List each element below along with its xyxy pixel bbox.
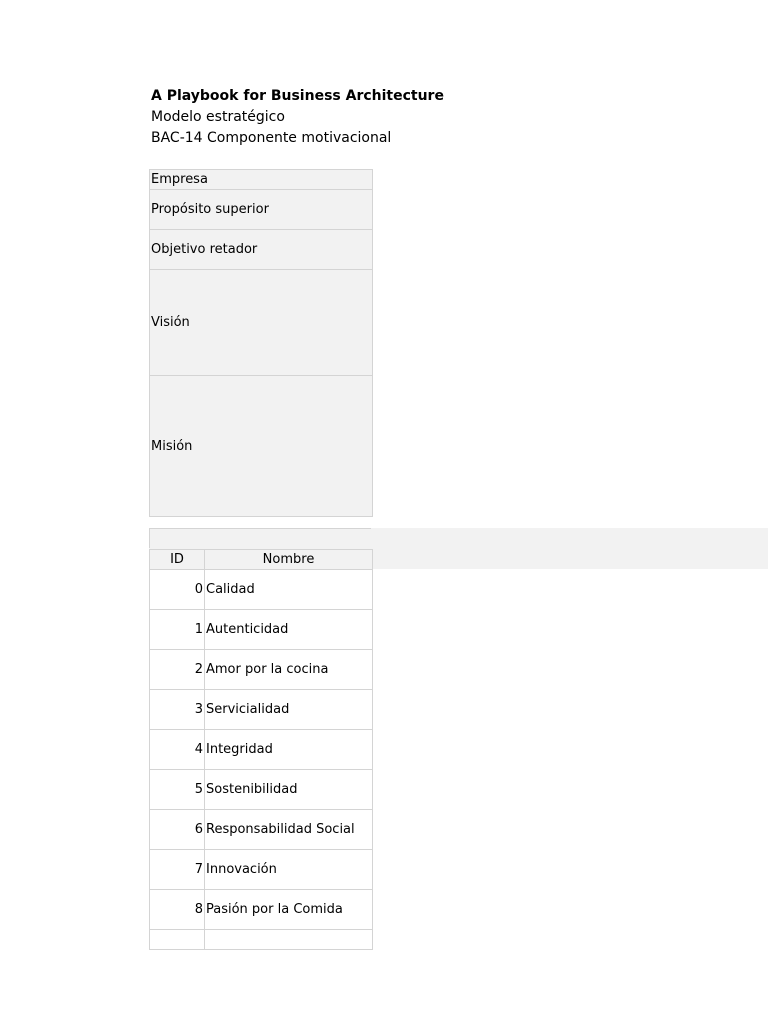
table-row[interactable]	[150, 690, 372, 730]
table-row[interactable]	[150, 770, 372, 810]
table-row[interactable]	[150, 810, 372, 850]
row-id: 6	[150, 810, 205, 849]
info-row-proposito[interactable]	[150, 190, 372, 230]
row-name: Amor por la cocina	[206, 662, 329, 677]
row-id: 7	[150, 850, 205, 889]
info-label: Empresa	[151, 172, 208, 187]
row-name: Integridad	[206, 742, 273, 757]
table-row-empty[interactable]	[150, 930, 372, 950]
row-id: 1	[150, 610, 205, 649]
row-id-empty	[150, 930, 205, 949]
table-row[interactable]	[150, 730, 372, 770]
row-id: 3	[150, 690, 205, 729]
info-row-vision[interactable]	[150, 270, 372, 376]
table-row[interactable]	[150, 570, 372, 610]
info-row-objetivo[interactable]	[150, 230, 372, 270]
table-row[interactable]	[150, 850, 372, 890]
row-name: Servicialidad	[206, 702, 290, 717]
company-info-table	[149, 169, 373, 517]
section-band-border	[149, 528, 371, 548]
column-header-id: ID	[150, 550, 205, 569]
table-row[interactable]	[150, 650, 372, 690]
row-id: 4	[150, 730, 205, 769]
row-name: Calidad	[206, 582, 255, 597]
row-name: Pasión por la Comida	[206, 902, 343, 917]
info-row-empresa[interactable]	[150, 170, 372, 190]
document-header	[151, 86, 444, 149]
row-id: 8	[150, 890, 205, 929]
row-id: 5	[150, 770, 205, 809]
info-label: Misión	[151, 438, 193, 454]
values-table	[149, 549, 373, 950]
info-label: Objetivo retador	[151, 242, 258, 257]
column-header-name: Nombre	[262, 552, 315, 567]
info-label: Propósito superior	[151, 202, 269, 217]
info-row-mision[interactable]	[150, 376, 372, 517]
section-title: BAC-14 Componente motivacional	[151, 130, 392, 146]
values-table-header	[150, 550, 372, 570]
document-subtitle: Modelo estratégico	[151, 109, 285, 125]
row-id: 2	[150, 650, 205, 689]
row-id: 0	[150, 570, 205, 609]
document-title: A Playbook for Business Architecture	[151, 88, 444, 104]
info-label: Visión	[151, 315, 190, 330]
row-name: Sostenibilidad	[206, 782, 298, 797]
row-name-empty	[205, 930, 372, 949]
row-name: Autenticidad	[206, 622, 289, 637]
row-name: Innovación	[206, 862, 277, 877]
row-name: Responsabilidad Social	[206, 822, 355, 837]
table-row[interactable]	[150, 610, 372, 650]
table-row[interactable]	[150, 890, 372, 930]
